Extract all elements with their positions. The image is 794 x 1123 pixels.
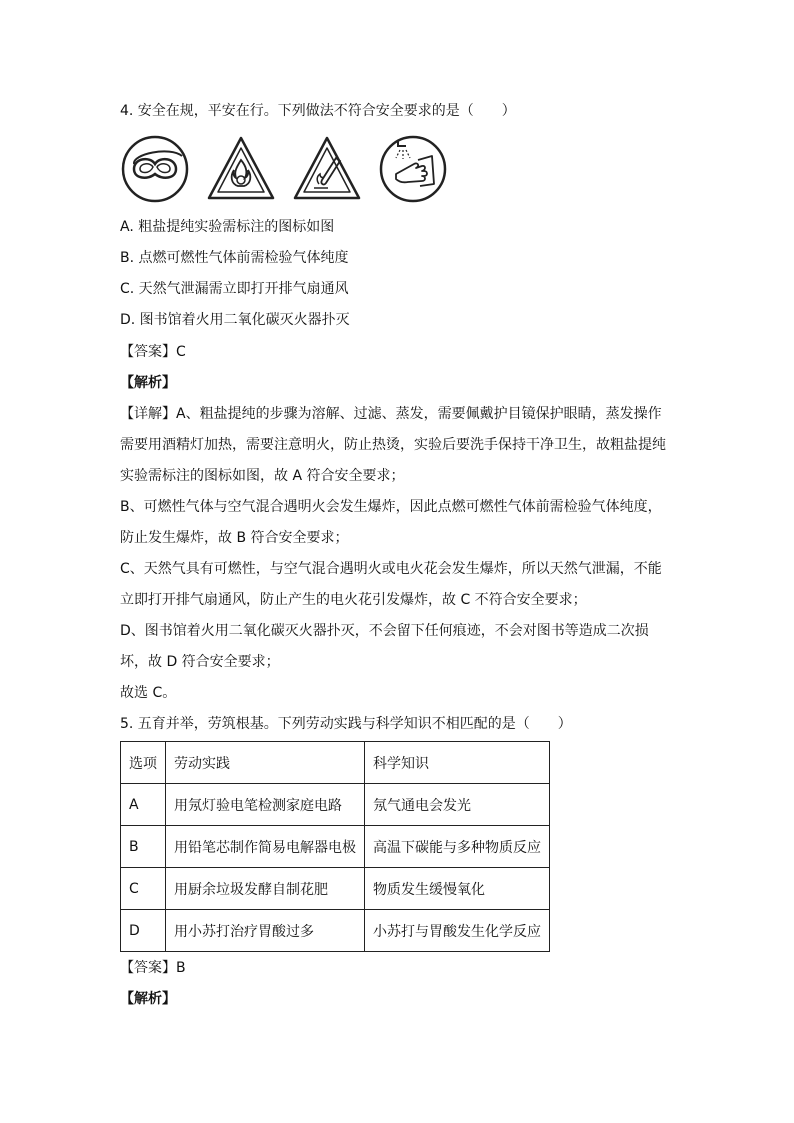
detail-line: B、可燃性气体与空气混合遇明火会发生爆炸，因此点燃可燃性气体前需检验气体纯度， <box>120 499 662 515</box>
option-b: B. 点燃可燃性气体前需检验气体纯度 <box>120 250 349 266</box>
table-header-cell: 选项 <box>121 742 166 784</box>
table-cell: 用厨余垃圾发酵自制花肥 <box>166 868 365 910</box>
question-5-table <box>120 741 550 952</box>
table-cell: 氖气通电会发光 <box>365 784 550 826</box>
table-cell: 用铅笔芯制作简易电解器电极 <box>166 826 365 868</box>
table-cell: D <box>121 910 166 952</box>
question-5-stem: 5. 五育并举，劳筑根基。下列劳动实践与科学知识不相匹配的是（ ） <box>120 716 572 732</box>
table-row <box>121 826 550 868</box>
hand-wash-icon <box>378 134 448 204</box>
option-c: C. 天然气泄漏需立即打开排气扇通风 <box>120 281 349 297</box>
analysis-title-5: 【解析】 <box>120 991 176 1007</box>
table-cell: A <box>121 784 166 826</box>
flammable-warning-icon <box>206 134 276 204</box>
answer-5: 【答案】B <box>120 960 186 976</box>
table-cell: C <box>121 868 166 910</box>
detail-line: C、天然气具有可燃性，与空气混合遇明火或电火花会发生爆炸，所以天然气泄漏，不能 <box>120 561 662 577</box>
table-cell: 用小苏打治疗胃酸过多 <box>166 910 365 952</box>
question-4-stem: 4. 安全在规，平安在行。下列做法不符合安全要求的是（ ） <box>120 103 516 119</box>
table-row <box>121 784 550 826</box>
table-cell: 小苏打与胃酸发生化学反应 <box>365 910 550 952</box>
table-header-cell: 劳动实践 <box>166 742 365 784</box>
option-a: A. 粗盐提纯实验需标注的图标如图 <box>120 219 335 235</box>
detail-line: 故选 C。 <box>120 685 177 701</box>
table-cell: B <box>121 826 166 868</box>
goggles-icon <box>120 134 190 204</box>
detail-line: D、图书馆着火用二氧化碳灭火器扑灭，不会留下任何痕迹，不会对图书等造成二次损 <box>120 623 649 639</box>
hot-tube-warning-icon <box>292 134 362 204</box>
table-row <box>121 910 550 952</box>
detail-line: 【详解】A、粗盐提纯的步骤为溶解、过滤、蒸发，需要佩戴护目镜保护眼睛，蒸发操作 <box>120 406 662 422</box>
answer-4: 【答案】C <box>120 344 186 360</box>
detail-line: 立即打开排气扇通风，防止产生的电火花引发爆炸，故 C 不符合安全要求； <box>120 592 587 608</box>
analysis-title-4: 【解析】 <box>120 375 176 391</box>
table-header-row <box>121 742 550 784</box>
table-row <box>121 868 550 910</box>
table-cell: 高温下碳能与多种物质反应 <box>365 826 550 868</box>
table-header-cell: 科学知识 <box>365 742 550 784</box>
safety-icons-row <box>120 134 460 204</box>
detail-line: 需要用酒精灯加热，需要注意明火，防止热烫，实验后要洗手保持干净卫生，故粗盐提纯 <box>120 437 666 453</box>
detail-line: 坏，故 D 符合安全要求； <box>120 654 280 670</box>
option-d: D. 图书馆着火用二氧化碳灭火器扑灭 <box>120 312 350 328</box>
table-cell: 物质发生缓慢氧化 <box>365 868 550 910</box>
detail-line: 实验需标注的图标如图，故 A 符合安全要求； <box>120 468 405 484</box>
table-cell: 用氖灯验电笔检测家庭电路 <box>166 784 365 826</box>
detail-line: 防止发生爆炸，故 B 符合安全要求； <box>120 530 349 546</box>
